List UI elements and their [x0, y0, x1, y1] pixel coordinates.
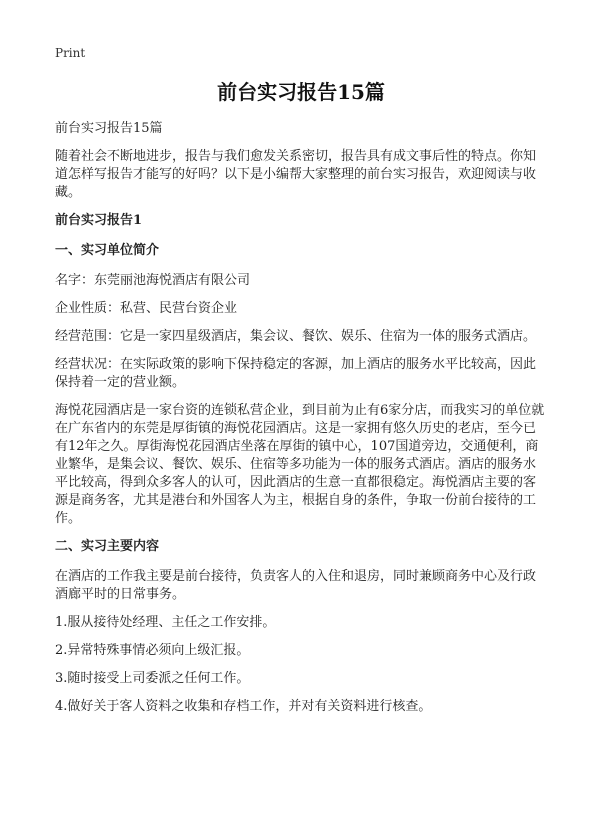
report-heading: 前台实习报告1 — [55, 213, 143, 228]
list-item: 4.做好关于客人资料之收集和存档工作，并对有关资料进行核查。 — [55, 699, 432, 714]
business-scope-line: 经营范围：它是一家四星级酒店，集会议、餐饮、娱乐、住宿为一体的服务式酒店。 — [55, 329, 537, 344]
company-name-line: 名字：东莞丽池海悦酒店有限公司 — [55, 273, 251, 288]
list-item: 3.随时接受上司委派之任何工作。 — [55, 671, 250, 686]
business-status-line: 经营状况：在实际政策的影响下保持稳定的客源，加上酒店的服务水平比较高，因此保持着一定的营业额。 — [55, 357, 537, 390]
document-subtitle: 前台实习报告15篇 — [55, 121, 163, 136]
list-item: 1.服从接待处经理、主任之工作安排。 — [55, 615, 276, 630]
print-link[interactable]: Print — [55, 46, 86, 60]
work-description-paragraph: 在酒店的工作我主要是前台接待，负责客人的入住和退房，同时兼顾商务中心及行政酒廊平时的日常事务。 — [55, 569, 537, 602]
hotel-description-paragraph: 海悦花园酒店是一家台资的连锁私营企业，到目前为止有6家分店，而我实习的单位就在广东省内的东莞是厚街镇的海悦花园酒店。这是一家拥有悠久历史的老店，至今已有12年之久。厚街海悦花园酒店坐落在厚街的镇中心，107国道旁边，交通便利，商业繁华，是集会议、餐饮、娱乐、住宿等多功能为一体的服务式酒店。酒店的服务水平比较高，得到众多客人的认可，因此酒店的生意一直都很稳定。海悦酒店主要的客源是商务客，尤其是港台和外国客人为主，根据自身的条件，争取一份前台接待的工作。 — [55, 403, 545, 526]
document-body — [55, 78, 547, 726]
section-heading-content: 二、实习主要内容 — [55, 539, 160, 554]
intro-paragraph: 随着社会不断地进步，报告与我们愈发关系密切，报告具有成文事后性的特点。你知道怎样写报告才能写的好吗？以下是小编帮大家整理的前台实习报告，欢迎阅读与收藏。 — [55, 149, 537, 200]
section-heading-company: 一、实习单位简介 — [55, 243, 160, 258]
company-nature-line: 企业性质：私营、民营台资企业 — [55, 301, 238, 316]
list-item: 2.异常特殊事情必须向上级汇报。 — [55, 643, 250, 658]
document-title: 前台实习报告15篇 — [217, 80, 385, 104]
